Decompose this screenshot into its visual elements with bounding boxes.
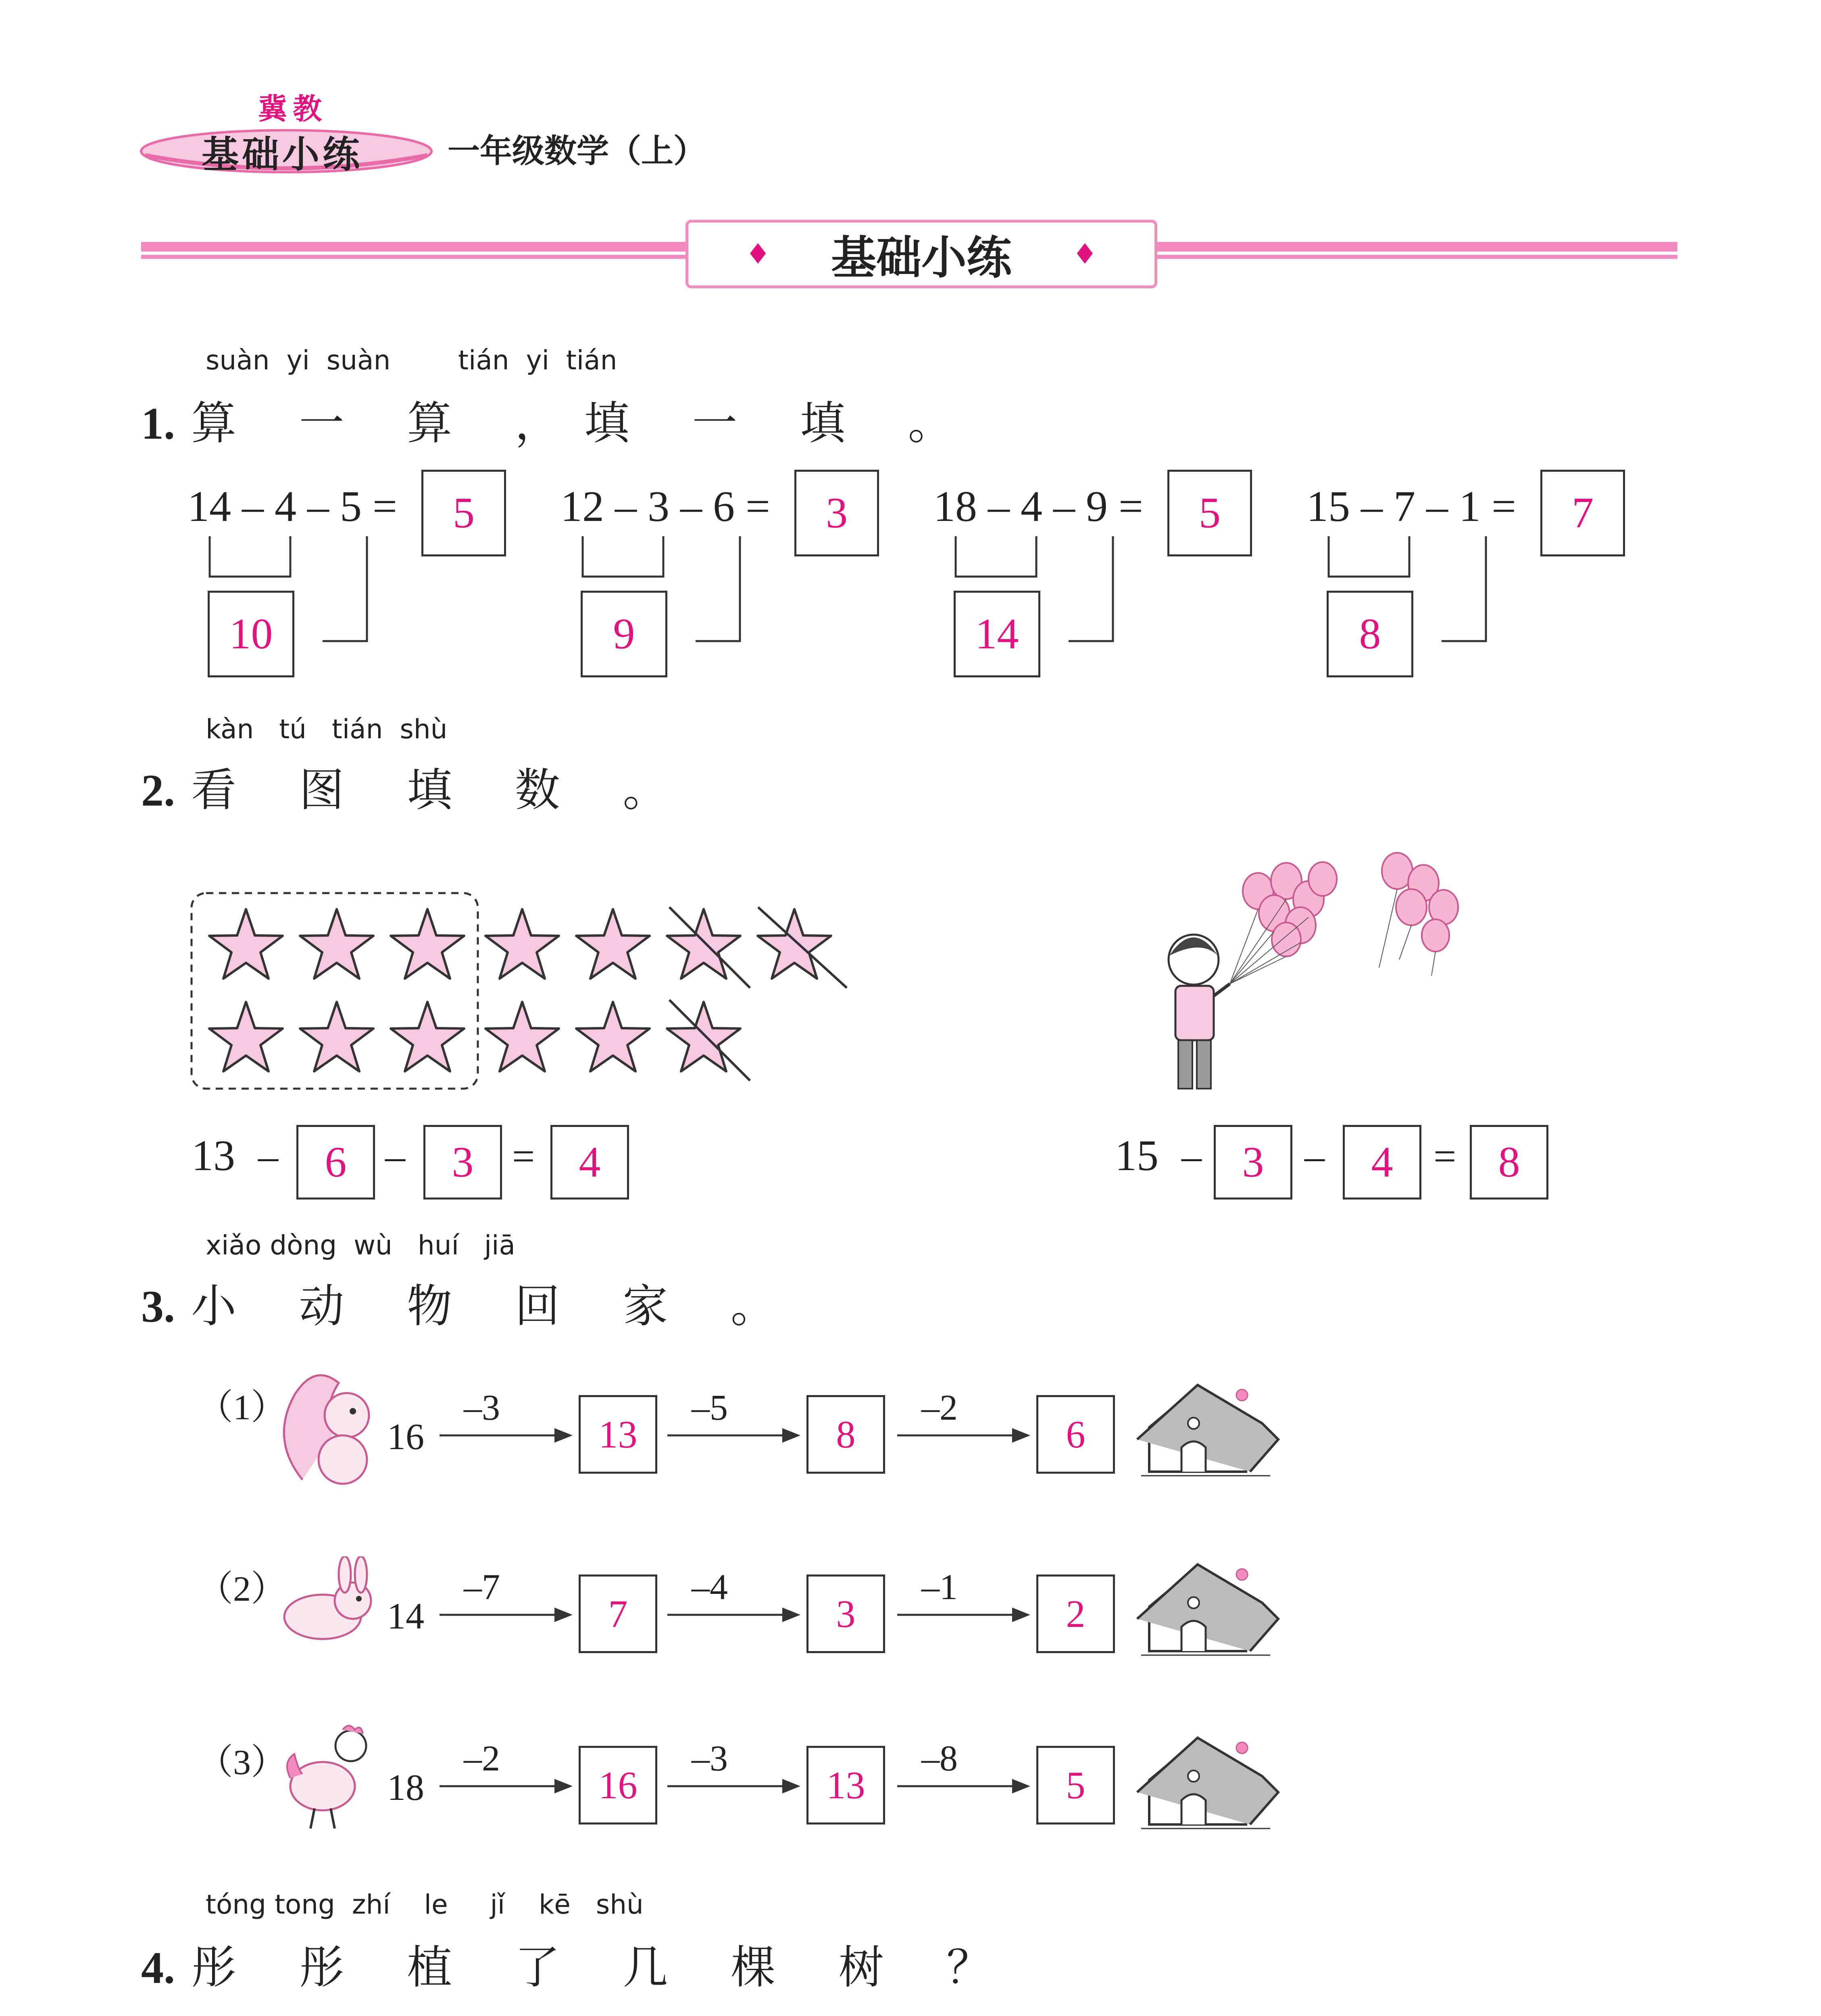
q3-row-1-op-3: –2	[921, 1388, 958, 1428]
q3-pinyin: xiǎo dòng wù huí jiā	[206, 1230, 515, 1261]
q3-row-3-box-3[interactable]: 5	[1036, 1746, 1115, 1824]
q3-row-3-op-1: –2	[464, 1739, 500, 1779]
star-icon	[576, 1002, 650, 1071]
q3-row-3-op-2: –3	[692, 1739, 728, 1779]
q2-right-equals: =	[1433, 1134, 1456, 1179]
section-bar-left	[141, 242, 690, 252]
arrow-icon	[897, 1774, 1030, 1798]
q2-right-minus-2: –	[1304, 1134, 1325, 1179]
arrow-icon	[667, 1774, 800, 1798]
q3-row-1-start: 16	[387, 1416, 424, 1457]
q1-number: 1	[141, 399, 164, 449]
publisher-label: 冀教	[258, 92, 328, 126]
q1-answer-box-2[interactable]: 3	[794, 470, 879, 556]
q2-right-box-b[interactable]: 4	[1343, 1125, 1421, 1200]
diamond-right-icon: ♦	[1072, 237, 1098, 271]
q1-expr-2: 12 – 3 – 6 =	[560, 483, 770, 531]
q4-title: 4.彤 彤 植 了 几 棵 树 ？	[141, 1941, 1016, 1994]
arrow-icon	[440, 1774, 573, 1798]
q2-right-result-box[interactable]: 8	[1470, 1125, 1548, 1200]
q1-answer-box-4[interactable]: 7	[1540, 470, 1625, 556]
q2-left-box-a[interactable]: 6	[296, 1125, 375, 1200]
star-icon	[209, 909, 283, 979]
section-bar-left-thin	[141, 255, 690, 259]
q3-row-3-label: （3）	[198, 1743, 287, 1782]
q3-row-1-op-1: –3	[464, 1388, 500, 1428]
rooster-icon	[278, 1722, 383, 1835]
q3-row-2-op-1: –7	[464, 1567, 500, 1607]
stars-picture	[177, 879, 871, 1105]
star-icon	[300, 909, 373, 979]
star-icon	[300, 1002, 373, 1071]
q3-row-2-box-1[interactable]: 7	[579, 1574, 657, 1653]
q3-row-2-box-3[interactable]: 2	[1036, 1574, 1115, 1653]
q2-right-minus-1: –	[1181, 1134, 1202, 1179]
squirrel-icon	[278, 1359, 383, 1488]
q1-answer-box-1[interactable]: 5	[421, 470, 506, 556]
q2-left-equals: =	[512, 1134, 535, 1179]
section-title: 基础小练	[831, 231, 1012, 284]
q3-row-2-start: 14	[387, 1595, 424, 1637]
section-bar-right-thin	[1153, 255, 1677, 259]
q1-mid-box-4[interactable]: 8	[1327, 591, 1413, 677]
q3-row-3-op-3: –8	[921, 1739, 958, 1779]
star-icon	[391, 909, 464, 979]
arrow-icon	[667, 1423, 800, 1447]
q3-row-2-box-2[interactable]: 3	[806, 1574, 885, 1653]
q3-row-1-op-2: –5	[692, 1388, 728, 1428]
q1-mid-box-2[interactable]: 9	[581, 591, 667, 677]
star-icon	[391, 1002, 464, 1071]
arrow-icon	[897, 1603, 1030, 1627]
house-icon	[1133, 1558, 1294, 1679]
q1-pinyin: suàn yi suàn tián yi tián	[206, 345, 617, 376]
q1-expr-3: 18 – 4 – 9 =	[933, 483, 1143, 531]
q2-left-minus-1: –	[258, 1134, 278, 1179]
star-icon	[209, 1002, 283, 1071]
q1-mid-box-3[interactable]: 14	[954, 591, 1040, 677]
q3-row-3-start: 18	[387, 1767, 424, 1808]
q3-title: 3.小 动 物 回 家 。	[141, 1280, 800, 1333]
q2-title: 2.看 图 填 数 。	[141, 764, 692, 816]
section-bar-right	[1153, 242, 1677, 252]
arrow-icon	[897, 1423, 1030, 1447]
q2-left-start: 13	[192, 1132, 235, 1180]
q3-number: 3	[141, 1282, 164, 1332]
q1-mid-box-1[interactable]: 10	[208, 591, 294, 677]
q4-number: 4	[141, 1943, 164, 1993]
q3-row-1-box-1[interactable]: 13	[579, 1395, 657, 1474]
star-icon	[485, 909, 559, 979]
star-icon	[485, 1002, 559, 1071]
section-title-box	[685, 220, 1157, 288]
q3-row-1-box-3[interactable]: 6	[1036, 1395, 1115, 1474]
q2-left-box-b[interactable]: 3	[423, 1125, 502, 1200]
q3-row-2-op-3: –1	[921, 1567, 958, 1607]
q1-title: 1.算 一 算 ，填 一 填 。	[141, 397, 977, 450]
rabbit-icon	[278, 1556, 383, 1645]
star-icon	[758, 909, 831, 979]
q1-answer-box-3[interactable]: 5	[1167, 470, 1252, 556]
q3-row-3-box-1[interactable]: 16	[579, 1746, 657, 1824]
arrow-icon	[440, 1423, 573, 1447]
grade-title: 一年级数学（上）	[448, 132, 706, 170]
house-icon	[1133, 1732, 1294, 1853]
q3-row-1-box-2[interactable]: 8	[806, 1395, 885, 1474]
q3-row-3-box-2[interactable]: 13	[806, 1746, 885, 1824]
q3-row-1-label: （1）	[198, 1388, 287, 1427]
q1-expr-1: 14 – 4 – 5 =	[188, 483, 397, 531]
q2-pinyin: kàn tú tián shù	[206, 714, 448, 745]
star-icon	[576, 909, 650, 979]
q2-left-result-box[interactable]: 4	[550, 1125, 629, 1200]
q3-row-2-label: （2）	[198, 1570, 287, 1609]
q2-right-start: 15	[1115, 1132, 1158, 1180]
series-title: 基础小练	[202, 133, 363, 176]
q1-expr-4: 15 – 7 – 1 =	[1306, 483, 1516, 531]
q2-right-box-a[interactable]: 3	[1214, 1125, 1292, 1200]
q2-number: 2	[141, 766, 164, 816]
boy-with-balloons-picture	[1153, 839, 1516, 1097]
q4-pinyin: tóng tong zhí le jǐ kē shù	[206, 1889, 644, 1920]
house-icon	[1133, 1379, 1294, 1500]
arrow-icon	[440, 1603, 573, 1627]
arrow-icon	[667, 1603, 800, 1627]
q3-row-2-op-2: –4	[692, 1567, 728, 1607]
q2-left-minus-2: –	[385, 1134, 405, 1179]
diamond-left-icon: ♦	[745, 237, 771, 271]
